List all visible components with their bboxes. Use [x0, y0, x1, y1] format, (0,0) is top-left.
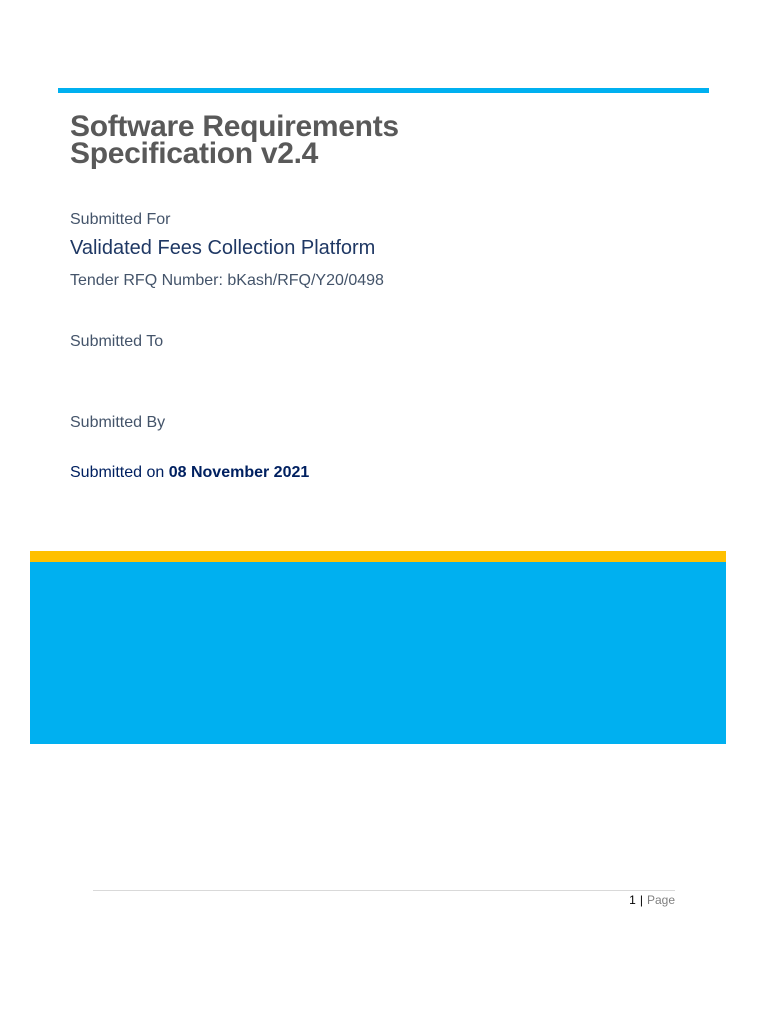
page-footer: [629, 893, 675, 907]
project-name: Validated Fees Collection Platform: [70, 237, 376, 259]
tender-number: Tender RFQ Number: bKash/RFQ/Y20/0498: [70, 272, 384, 289]
submitted-for-label: Submitted For: [70, 211, 171, 228]
footer-divider: [93, 890, 675, 891]
page-word: Page: [646, 893, 675, 907]
title-line-1: Software Requirements: [70, 110, 399, 143]
submitted-to-label: Submitted To: [70, 333, 164, 350]
blue-cover-block: [30, 562, 726, 744]
submitted-on: [70, 464, 309, 482]
yellow-accent-band: [30, 551, 726, 562]
document-title: [70, 110, 399, 170]
submitted-by-label: Submitted By: [70, 414, 166, 431]
submitted-on-label: Submitted on: [70, 464, 165, 481]
page-number: 1: [629, 893, 636, 907]
top-accent-rule: [58, 88, 709, 93]
footer-separator: |: [639, 893, 643, 907]
submitted-on-date: 08 November 2021: [168, 464, 310, 481]
title-line-2: Specification v2.4: [70, 137, 319, 170]
